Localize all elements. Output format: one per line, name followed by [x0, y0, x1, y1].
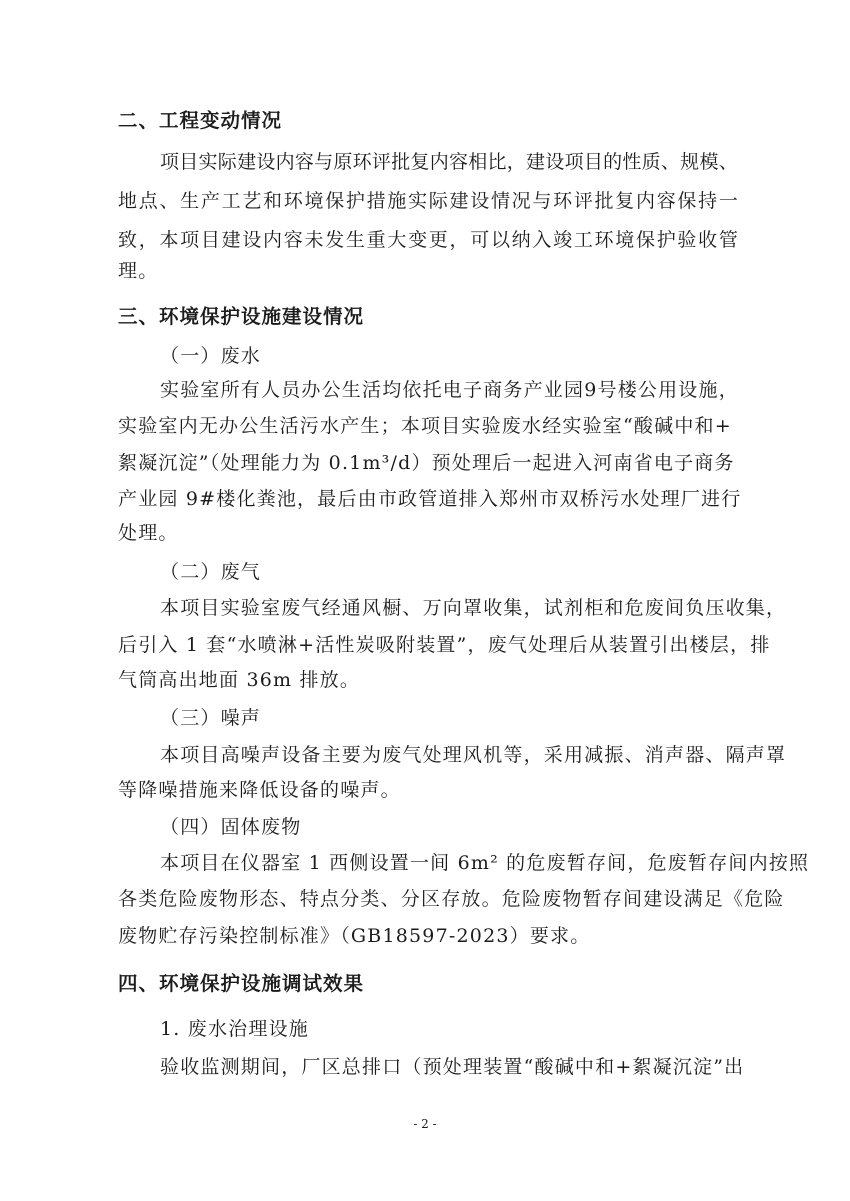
subsection-heading: 1. 废水治理设施 — [160, 1018, 309, 1040]
paragraph-line: 致 ， 本 项 目 建 设 内 容 未 发 生 重 大 变 更 ， 可 以 纳 入 竣 工 环 境 保 护 验 收 管 — [118, 229, 738, 251]
paragraph-line: 实验室所有人员办公生活均依托电子商务产业园9号楼公用设施， — [160, 379, 739, 401]
paragraph-line: 气筒高出地面 36m 排放。 — [118, 669, 361, 691]
subsection-heading: （一）废水 — [160, 345, 262, 367]
paragraph-line: 处理。 — [118, 522, 179, 544]
subsection-heading: （二）废气 — [160, 561, 262, 583]
section-3-heading: 三、环境保护设施建设情况 — [118, 305, 365, 328]
paragraph-line: 理。 — [118, 260, 159, 282]
paragraph-line: 实验室内无办公生活污水产生；本项目实验废水经实验室“酸碱中和+ — [118, 415, 732, 437]
paragraph-line: 各类危险废物形态、特点分类、分区存放。危险废物暂存间建设满足《危险 — [118, 888, 785, 910]
section-2-heading: 二、工程变动情况 — [118, 109, 283, 132]
paragraph-line: 项 目 实 际 建 设 内 容 与 原 环 评 批 复 内 容 相 比 ， 建 设 项 目 的 性 质 、 规 模 、 — [160, 151, 738, 173]
page-number: - 2 - — [413, 1117, 437, 1131]
subsection-heading: （四）固体废物 — [160, 816, 302, 838]
paragraph-line: 地 点 、 生 产 工 艺 和 环 境 保 护 措 施 实 际 建 设 情 况 与 环 评 批 复 内 容 保 持 一 — [118, 190, 738, 212]
paragraph-line: 本项目高噪声设备主要为废气处理风机等，采用减振、消声器、隔声罩 — [160, 744, 787, 766]
section-4-heading: 四、环境保护设施调试效果 — [118, 972, 365, 995]
paragraph-line: 等降噪措施来降低设备的噪声。 — [118, 779, 401, 801]
paragraph-line: 絮凝沉淀”（处理能力为 0.1m³/d）预处理后一起进入河南省电子商务 — [118, 452, 735, 474]
paragraph-line: 本项目在仪器室 1 西侧设置一间 6m² 的危废暂存间，危废暂存间内按照 — [160, 852, 810, 874]
paragraph-line: 本项目实验室废气经通风橱、万向罩收集，试剂柜和危废间负压收集， — [160, 597, 787, 619]
paragraph-line: 后引入 1 套“水喷淋+活性炭吸附装置”，废气处理后从装置引出楼层，排 — [118, 634, 771, 656]
subsection-heading: （三）噪声 — [160, 707, 262, 729]
paragraph-line: 产业园 9#楼化粪池，最后由市政管道排入郑州市双桥污水处理厂进行 — [118, 488, 742, 510]
paragraph-line: 验收监测期间，厂区总排口（预处理装置“酸碱中和+絮凝沉淀”出 — [160, 1056, 745, 1078]
paragraph-line: 废物贮存污染控制标准》（GB18597-2023）要求。 — [118, 925, 591, 947]
